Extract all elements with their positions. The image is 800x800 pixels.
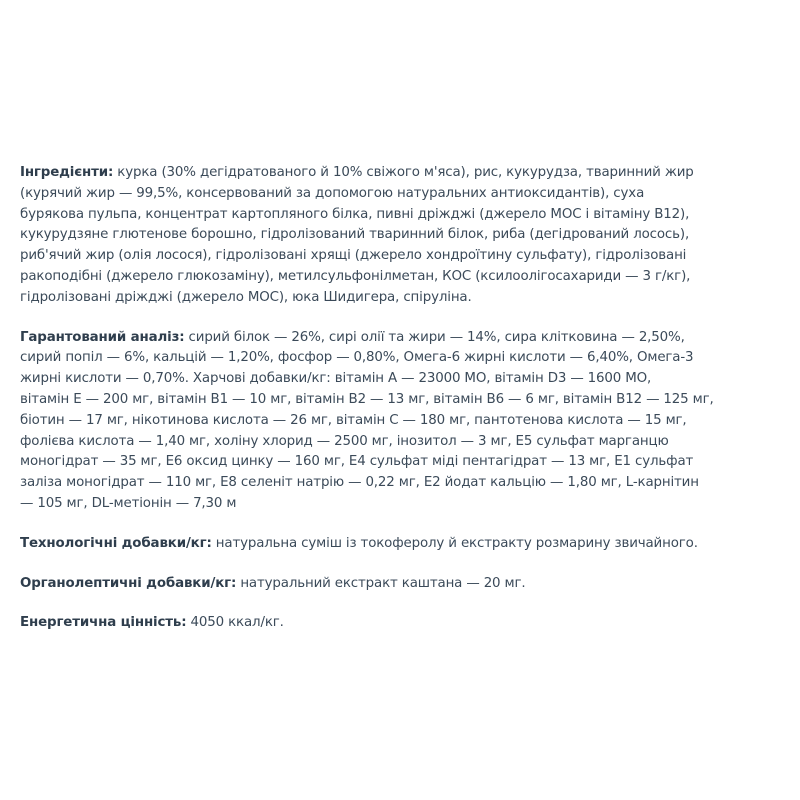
energy-value-label: Енергетична цінність: bbox=[20, 615, 187, 631]
technological-additives-text: натуральна суміш із токоферолу й екстракту розмарину звичайного. bbox=[211, 535, 698, 551]
energy-value-section bbox=[20, 613, 780, 634]
organoleptic-additives-text: натуральний екстракт каштана — 20 мг. bbox=[236, 575, 526, 591]
ingredients-text: бурякова пульпа, концентрат картопляного білка, пивні дріжджі (джерело МОС і вітаміну В12), bbox=[20, 206, 690, 222]
guaranteed-analysis-text: сирий білок — 26%, сирі олії та жири — 14%, сира клітковина — 2,50%, bbox=[184, 329, 685, 345]
technological-additives-label: Технологічні добавки/кг: bbox=[20, 535, 212, 551]
guaranteed-analysis-text: фолієва кислота — 1,40 мг, холіну хлорид — 2500 мг, інозитол — 3 мг, Е5 сульфат марганцю bbox=[20, 433, 669, 449]
energy-value-text: 4050 ккал/кг. bbox=[186, 615, 284, 631]
guaranteed-analysis-text: заліза моногідрат — 110 мг, Е8 селеніт натрію — 0,22 мг, Е2 йодат кальцію — 1,80 мг, L-карнітин bbox=[20, 475, 699, 491]
ingredients-text: кукурудзяне глютенове борошно, гідролізований тваринний білок, риба (дегідрований лосось), bbox=[20, 227, 690, 243]
ingredients-text: гідролізовані дріжджі (джерело МОС), юка Шидигера, спіруліна. bbox=[20, 289, 472, 305]
ingredients-label: Інгредієнти: bbox=[20, 165, 114, 180]
guaranteed-analysis-text: жирні кислоти — 0,70%. Харчові добавки/кг: вітамін А — 23000 МО, вітамін D3 — 1600 МО, bbox=[20, 371, 652, 387]
guaranteed-analysis-text: вітамін Е — 200 мг, вітамін В1 — 10 мг, вітамін В2 — 13 мг, вітамін В6 — 6 мг, вітамін В12 — 125 мг, bbox=[20, 391, 714, 407]
ingredients-text: ракоподібні (джерело глюкозаміну), метилсульфонілметан, КОС (ксилоолігосахариди — 3 г/кг), bbox=[20, 268, 691, 284]
ingredients-text: риб'ячий жир (олія лосося), гідролізовані хрящі (джерело хондроїтину сульфату), гідролізовані bbox=[20, 248, 687, 264]
organoleptic-additives-label: Органолептичні добавки/кг: bbox=[20, 575, 237, 591]
organoleptic-additives-section bbox=[20, 574, 780, 595]
product-description bbox=[20, 163, 780, 653]
guaranteed-analysis-text: моногідрат — 35 мг, Е6 оксид цинку — 160 мг, Е4 сульфат міді пентагідрат — 13 мг, Е1 сульфат bbox=[20, 454, 694, 470]
guaranteed-analysis-text: — 105 мг, DL-метіонін — 7,30 м bbox=[20, 495, 237, 511]
ingredients-section bbox=[20, 163, 780, 309]
ingredients-text: курка (30% дегідратованого й 10% свіжого м'яса), рис, кукурудза, тваринний жир bbox=[113, 165, 694, 180]
guaranteed-analysis-label: Гарантований аналіз: bbox=[20, 329, 185, 345]
guaranteed-analysis-text: сирий попіл — 6%, кальцій — 1,20%, фосфор — 0,80%, Омега-6 жирні кислоти — 6,40%, Омега-3 bbox=[20, 350, 694, 366]
guaranteed-analysis-text: біотин — 17 мг, нікотинова кислота — 26 мг, вітамін С — 180 мг, пантотенова кислота — 15 мг, bbox=[20, 412, 687, 428]
technological-additives-section bbox=[20, 534, 780, 555]
guaranteed-analysis-section bbox=[20, 328, 780, 515]
ingredients-text: (курячий жир — 99,5%, консервований за допомогою натуральних антиоксидантів), суха bbox=[20, 185, 645, 201]
